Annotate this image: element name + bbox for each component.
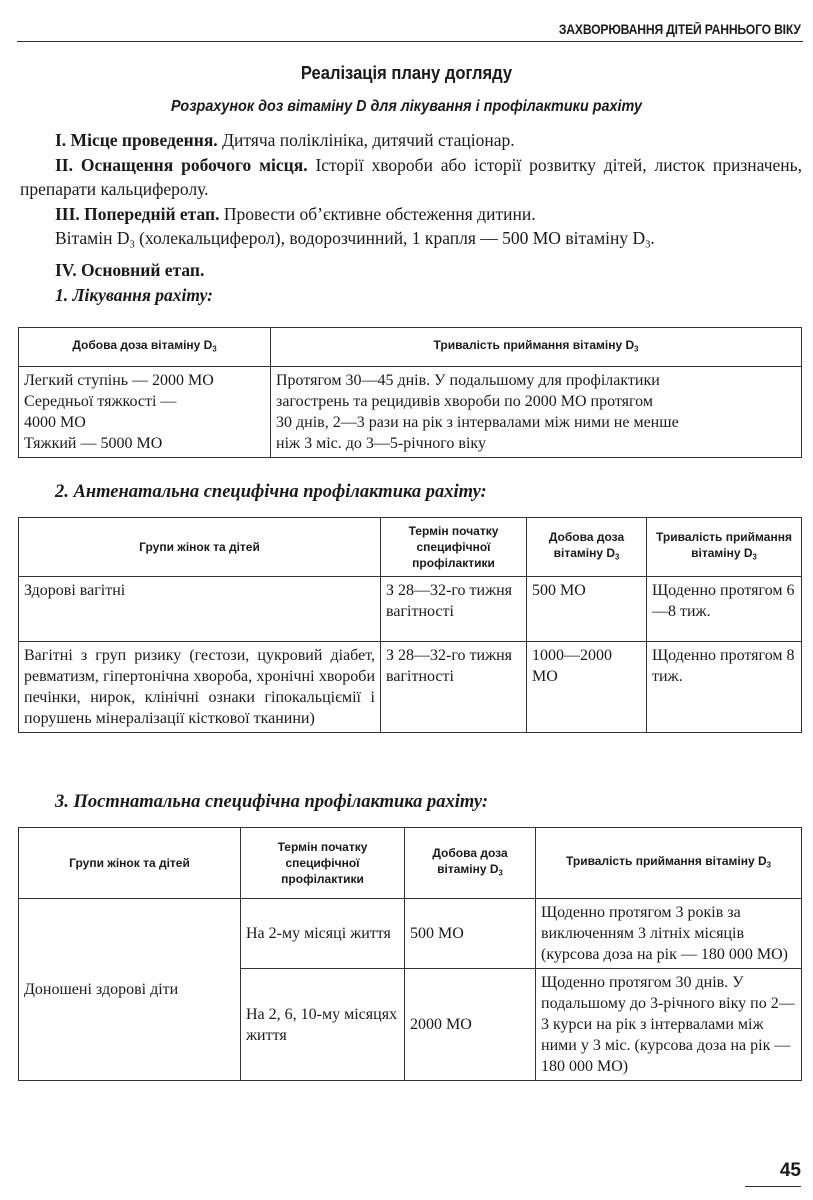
running-head: ЗАХВОРЮВАННЯ ДІТЕЙ РАННЬОГО ВІКУ — [559, 22, 801, 37]
dose-line: Тяжкий — 5000 МО — [24, 435, 163, 452]
paragraph-vitamin — [20, 226, 802, 258]
paragraph-main-stage — [20, 258, 802, 283]
header-groups: Групи жінок та дітей — [19, 828, 241, 899]
cell-dose: 500 МО — [527, 577, 647, 642]
cell-duration: Щоденно протягом 30 днів. У подальшому до 3-річного віку по 2—3 курси на рік з інтервалами між ними у 3 міс. (курсова доза на рік — 180 000 МО) — [536, 969, 802, 1081]
page-number-rule — [745, 1186, 801, 1187]
duration-line: Протягом 30—45 днів. У подальшому для профілактики — [276, 372, 660, 389]
dose-line: 4000 МО — [24, 414, 86, 431]
page-subtitle: Розрахунок доз вітаміну D для лікування і профілактики рахіту — [170, 98, 643, 115]
cell-duration: Щоденно протягом 6—8 тиж. — [647, 577, 802, 642]
cell-dose — [19, 367, 271, 458]
header-groups: Групи жінок та дітей — [19, 518, 381, 577]
subscript: 3 — [129, 239, 135, 251]
vitamin-text: (холекальциферол), водорозчинний, 1 крапля — 500 МО вітаміну D — [134, 228, 646, 248]
step-text: Провести об’єктивне обстеження дитини. — [219, 203, 536, 224]
header-daily-dose: Добова доза вітаміну $D_3$ — [527, 518, 647, 577]
cell-duration: Щоденно протягом 3 років за виключенням 3 літніх місяців (курсова доза на рік — 180 000 МО) — [536, 899, 802, 969]
table-row — [19, 367, 802, 458]
cell-group: Здорові вагітні — [19, 577, 381, 642]
duration-line: загострень та рецидивів хвороби по 2000 МО протягом — [276, 393, 653, 410]
cell-duration: Щоденно протягом 8 тиж. — [647, 642, 802, 733]
cell-start: З 28—32-го тижня вагітності — [381, 642, 527, 733]
cell-start: З 28—32-го тижня вагітності — [381, 577, 527, 642]
cell-dose: 2000 МО — [405, 969, 536, 1081]
duration-line: ніж 3 міс. до 3—5-річного віку — [276, 435, 486, 452]
step-label: III. Попередній етап. — [55, 203, 220, 224]
vitamin-text: Вітамін D — [55, 228, 130, 248]
subscript: 3 — [645, 239, 651, 251]
duration-line: 30 днів, 2—3 рази на рік з інтервалами між ними не менше — [276, 414, 679, 431]
table-row — [19, 577, 802, 642]
header-daily-dose: Добова доза вітаміну $D_3$ — [405, 828, 536, 899]
step-label: IV. Основний етап. — [55, 260, 205, 281]
table-row — [19, 899, 802, 969]
header-duration: Тривалість приймання вітаміну $D_3$ — [271, 328, 802, 367]
dose-line: Середньої тяжкості — — [24, 393, 177, 410]
cell-start: На 2, 6, 10-му місяцях життя — [241, 969, 405, 1081]
section1-title: 1. Лікування рахіту: — [55, 284, 213, 305]
table-header-row — [19, 518, 802, 577]
header-start: Термін початку специфічної профілактики — [241, 828, 405, 899]
cell-dose: 500 МО — [405, 899, 536, 969]
page-title: Реалізація плану догляду — [300, 63, 513, 83]
cell-dose: 1000—2000 МО — [527, 642, 647, 733]
cell-group: Вагітні з груп ризику (гестози, цукровий діабет, ревматизм, гіпертонічна хвороба, хронічні хвороби печінки, нирок, клінічні ознаки гіпокальціємії і порушень мінералізації кісткової тканини) — [19, 642, 381, 733]
step-label: I. Місце проведення. — [55, 130, 218, 150]
antenatal-table — [18, 517, 802, 733]
step-label: II. Оснащення робочого місця. — [55, 154, 308, 175]
vitamin-text: . — [650, 228, 655, 248]
page-number: 45 — [779, 1160, 801, 1181]
section3-title: 3. Постнатальна специфічна профілактика рахіту: — [55, 792, 488, 812]
table-header-row — [19, 328, 802, 367]
cell-duration — [271, 367, 802, 458]
header-start: Термін початку специфічної профілактики — [381, 518, 527, 577]
treatment-table — [18, 327, 802, 458]
table-header-row — [19, 828, 802, 899]
postnatal-table — [18, 827, 802, 1081]
table-row — [19, 642, 802, 733]
cell-group: Доношені здорові діти — [19, 899, 241, 1081]
step-text: Історії хвороби або історії розвитку дітей, листок призначень, препарати кальциферолу. — [20, 154, 802, 199]
paragraph-preliminary — [20, 202, 802, 227]
header-duration: Тривалість приймання вітаміну $D_3$ — [647, 518, 802, 577]
header-duration: Тривалість приймання вітаміну $D_3$ — [536, 828, 802, 899]
intro-text — [20, 128, 802, 307]
section2-title: 2. Антенатальна специфічна профілактика рахіту: — [55, 482, 487, 502]
cell-start: На 2-му місяці життя — [241, 899, 405, 969]
header-daily-dose: Добова доза вітаміну $D_3$ — [19, 328, 271, 367]
step-text: Дитяча поліклініка, дитячий стаціонар. — [217, 130, 515, 150]
dose-line: Легкий ступінь — 2000 МО — [24, 372, 214, 389]
paragraph-equipment — [20, 153, 802, 202]
paragraph-place — [20, 128, 802, 153]
header-rule — [17, 41, 803, 42]
